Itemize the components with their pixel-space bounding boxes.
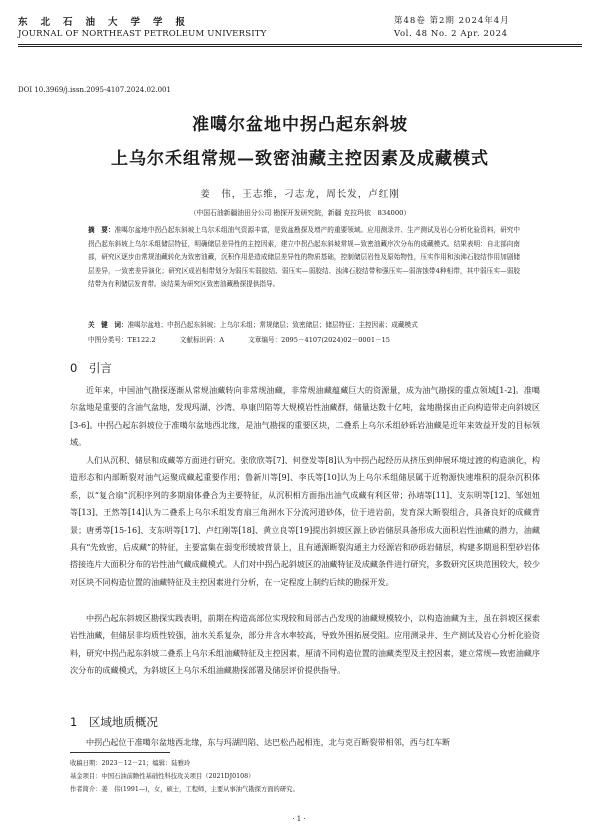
intro-paragraph-1: 近年来，中国油气勘探逐渐从常规油藏转向非常规油藏，非常规油藏蕴藏巨大的资源量，成为油气勘探的重点领域[1-2]。准噶尔盆地是重要的含油气盆地，发现玛湖、沙湾、阜康凹陷等大规模岩性油藏群，储量达数十亿吨，盆地勘探由正向构造带走向斜坡区[3-6]。中拐凸起东斜坡位于准噶尔盆地西北缘，是油气勘探的重要区块，二叠系上乌尔禾组砂砾岩油藏是近年来效益开发的目标领域。 bbox=[70, 385, 540, 448]
intro-paragraph-2: 人们从沉积、储层和成藏等方面进行研究。张欣欣等[7]、何登发等[8]认为中拐凸起经历从挤压到伸展环境过渡的构造演化，构造形态和内部断裂对油气运聚成藏起重要作用；鲁新川等[9]、李氏等[10]认为上乌尔禾组储层属于近物源快速堆积的混杂沉积体系，以“复合扇”沉积序列的多期扇体叠合为主要特征，从沉积相方面指出油气成藏有利区带；孙靖等[11]、支东明等[12]、邹妞妞等[13]、王然等[14]认为二叠系上乌尔禾组发育扇三角洲水下分流河道砂体，位于进岩前，发育深大断裂组合，具备良好的成藏背景；唐勇等[15-16]、支东明等[17]、卢红刚等[18]、黄立良等[19]提出斜坡区源上砂岩储层具备形成大面积岩性油藏的潜力，油藏具有“先致密，后成藏”的特征，主要富集在弱变形缓坡背景上，且有通源断裂沟通主力烃源岩和砂砾岩储层，构建多期退积型砂岩体搭接连片大面积分布的岩性油气藏成藏模式。人们对中拐凸起斜坡区的油藏特征及成藏条件进行研究，多数研究区块范围较大，较少对区块不同构造位置的油藏特征及主控因素进行分析，在一定程度上制约后续的勘探开发。 bbox=[70, 455, 540, 587]
footnote-received: 收稿日期：2023－12－21；编辑：陆雅玲 bbox=[70, 760, 191, 767]
classification-line bbox=[88, 334, 520, 344]
journal-name-en: JOURNAL OF NORTHEAST PETROLEUM UNIVERSITY bbox=[18, 29, 267, 39]
clc-number: 中图分类号：TE122.2 bbox=[88, 336, 156, 344]
abstract-text: 准噶尔盆地中拐凸起东斜坡上乌尔禾组油气资源丰富，是致盆勘探及增产的重要领域。应用测录井、生产测试及岩心分析化验资料，研究中拐凸起东斜坡上乌尔禾组储层特征，明确储层差异性的主控因素，建立中拐凸起东斜坡常规—致密油藏序次分布的成藏模式。结果表明：自北部向南部，研究区逐步由常规油藏转化为致密油藏，沉积作用是造成储层差异性的物质基础，控制储层岩性及原始物性，压实作用和浊沸石胶结作用加剧储层差异，一致密差异演化；研究区成岩相带划分为弱压实弱胶结、弱压实—弱胶结、浊沸石胶结带和强压实—弱溶蚀带4种相带，其中弱压实—弱胶结带为有利储层发育带。该结果为研究区致密油藏勘探提供指导。 bbox=[88, 226, 521, 289]
article-number: 文章编号：2095－4107(2024)02－0001－15 bbox=[248, 336, 391, 344]
doi[interactable]: DOI 10.3969/j.issn.2095-4107.2024.02.001 bbox=[18, 86, 171, 94]
header-rule-thin bbox=[18, 46, 582, 47]
keywords-label: 关 键 词： bbox=[88, 321, 128, 329]
keywords bbox=[88, 319, 520, 329]
author-list: 姜 伟，王志维，刁志龙，周长发，卢红刚 bbox=[200, 189, 400, 200]
footnote-author-bio: 作者简介：姜 伟(1991—)，女，硕士，工程师，主要从事油气勘探方面的研究。 bbox=[70, 786, 299, 793]
footnote-funding: 基金项目：中国石油前瞻性基础性科技攻关项目（2021DJ0108） bbox=[70, 773, 255, 780]
intro-paragraph-3: 中拐凸起东斜坡区勘探实践表明，前期在构造高部位实现较和局部古凸发现的油藏规模较小，以构造油藏为主，虽在斜坡区探索岩性油藏，但储层非均质性较强，油水关系复杂，部分井含水率较高，导致外围拓展受阻。应用测录井、生产测试及岩心分析化验资料，研究中拐凸起东斜坡二叠系上乌尔禾组油藏特征及主控因素，厘清不同构造位置的油藏类型及主控因素，建立常规—致密油藏序次分布的成藏模式，为斜坡区上乌尔禾组油藏勘探部署及储层评价提供指导。 bbox=[70, 613, 540, 676]
header-rule bbox=[18, 44, 582, 45]
affiliation: （中国石油新疆油田分公司 勘探开发研究院，新疆 克拉玛依 834000） bbox=[189, 209, 411, 217]
document-code: 文献标识码：A bbox=[179, 336, 225, 344]
section-heading-introduction: 0 引言 bbox=[70, 361, 112, 375]
keywords-text: 准噶尔盆地；中拐凸起东斜坡；上乌尔禾组；常规储层；致密储层；储层特征；主控因素；成藏模式 bbox=[127, 321, 418, 329]
section-heading-geology: 1 区域地质概况 bbox=[70, 715, 158, 729]
page-number: ·1· bbox=[292, 815, 308, 823]
paper-title-line-1: 准噶尔盆地中拐凸起东斜坡 bbox=[192, 115, 408, 135]
abstract-label: 摘 要： bbox=[88, 226, 115, 234]
issue-info-cn: 第48卷 第2期 2024年4月 bbox=[394, 16, 510, 26]
journal-name-cn: 东北石油大学学报 bbox=[18, 17, 199, 28]
paper-title-line-2: 上乌尔禾组常规—致密油藏主控因素及成藏模式 bbox=[111, 149, 489, 169]
geology-paragraph: 中拐凸起位于准噶尔盆地西北缘，东与玛湖凹陷、达巴松凸起相连，北与克百断裂带相邻，西与红车断 bbox=[86, 737, 451, 747]
footnote-rule bbox=[70, 752, 170, 753]
abstract bbox=[88, 224, 520, 292]
issue-info-en: Vol. 48 No. 2 Apr. 2024 bbox=[394, 29, 508, 39]
